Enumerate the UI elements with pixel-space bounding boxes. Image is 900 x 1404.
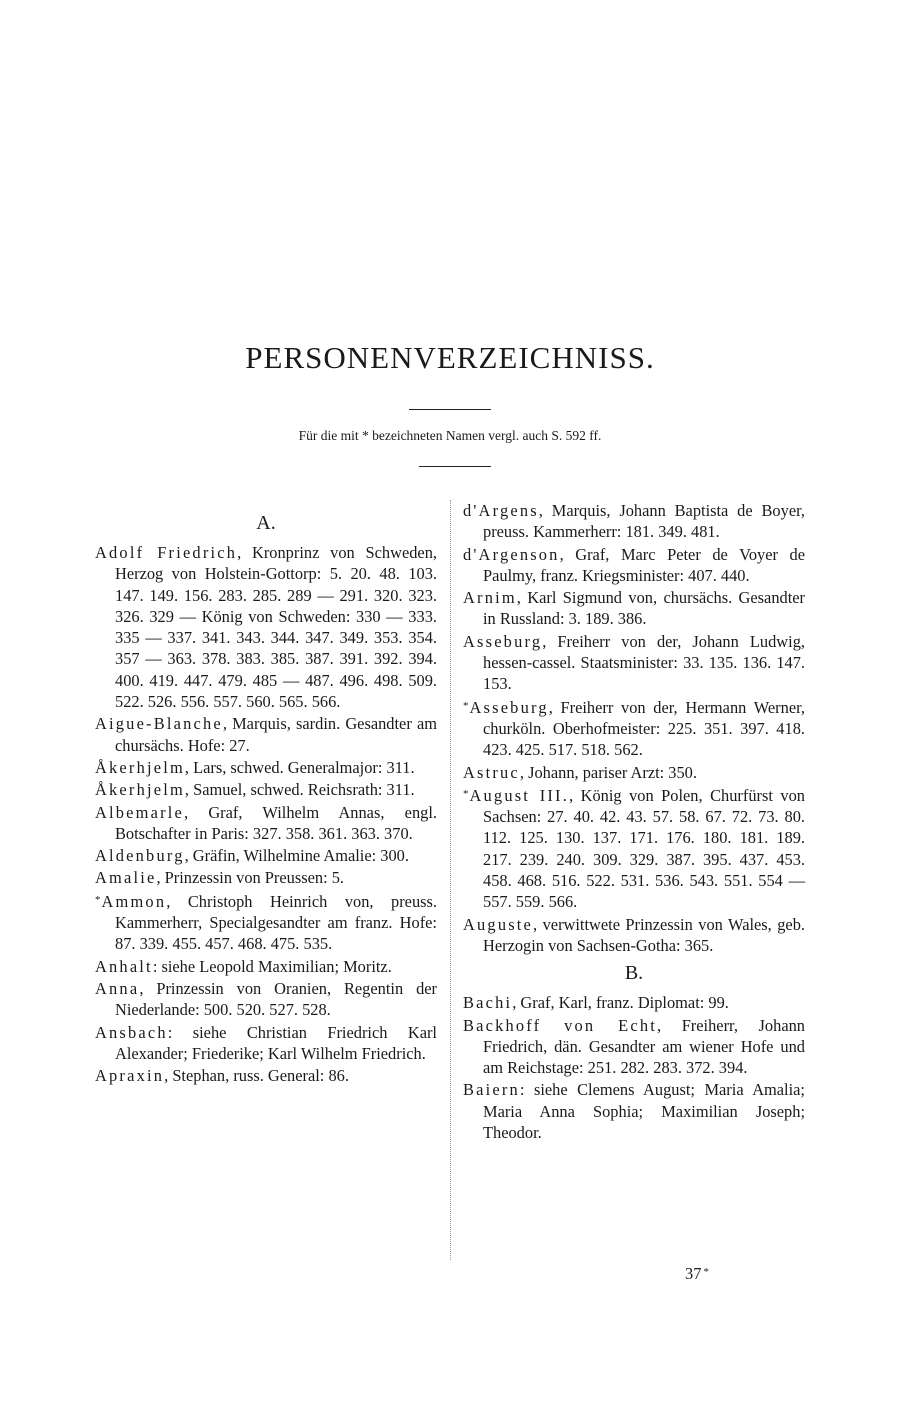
entry-text: , Samuel, schwed. Reichsrath: 311.	[184, 780, 415, 800]
entry-text: : siehe Christian Friedrich Karl Alexander; Friederike; Karl Wilhelm Friedrich.	[115, 1022, 437, 1063]
entry-name: Asseburg	[463, 631, 543, 651]
entry-text: : siehe Clemens August; Maria Amalia; Maria Anna Sophia; Maximilian Joseph; Theodor.	[483, 1080, 805, 1143]
entry-name: Albemarle	[95, 802, 184, 822]
section-letter: B.	[624, 962, 644, 985]
entry-name: d'Argenson	[463, 544, 560, 564]
index-entry	[463, 1079, 805, 1143]
index-entry	[463, 1015, 805, 1079]
index-entry	[95, 1065, 437, 1086]
index-entry	[463, 762, 805, 783]
entry-text: , Lars, schwed. Generalmajor: 311.	[184, 757, 415, 777]
entry-name: Anhalt	[95, 956, 153, 976]
page-title: PERSONENVERZEICHNISS.	[245, 340, 655, 375]
index-entry	[95, 956, 437, 977]
index-entry	[95, 845, 437, 866]
entry-name: Astruc	[463, 762, 520, 782]
index-entry	[95, 713, 437, 756]
index-entry	[463, 500, 805, 543]
entry-name: Backhoff von Echt	[463, 1015, 657, 1035]
index-entry	[463, 587, 805, 630]
entry-text: , Christoph Heinrich von, preuss. Kammerherr, Specialgesandter am franz. Hofe: 87. 339. 455. 457. 468. 475. 535.	[115, 891, 437, 954]
footnote-note: Für die mit * bezeichneten Namen vergl. auch S. 592 ff.	[298, 428, 602, 443]
entry-text: , Prinzessin von Preussen: 5.	[156, 868, 345, 888]
entry-text: , verwittwete Prinzessin von Wales, geb. Herzogin von Sachsen-Gotha: 365.	[483, 914, 805, 955]
entry-text: , Gräfin, Wilhelmine Amalie: 300.	[184, 846, 409, 866]
title-rule	[409, 409, 491, 410]
note-rule	[419, 466, 491, 467]
asterisk-mark: *	[463, 787, 469, 800]
index-entry	[463, 544, 805, 587]
entry-name: Åkerhjelm	[95, 757, 185, 777]
asterisk-mark: *	[463, 699, 469, 712]
entry-name: Aigue-Blanche	[95, 714, 223, 734]
entry-name: Auguste	[463, 914, 534, 934]
page-number-value: 37	[685, 1264, 702, 1283]
index-entry	[95, 1022, 437, 1065]
entry-name: d'Argens	[463, 501, 539, 520]
index-entry	[463, 914, 805, 957]
entry-name: August III.	[469, 785, 570, 805]
right-column	[463, 500, 805, 1144]
entry-name: Ammon	[101, 891, 167, 911]
entry-text: , Freiherr, Johann Friedrich, dän. Gesandter am wiener Hofe und am Reichstage: 251. 282. 283. 372. 394.	[483, 1015, 805, 1078]
entry-name: Amalie	[95, 868, 157, 888]
entry-name: Anna	[95, 978, 140, 998]
entry-text: , Marquis, sardin. Gesandter am chursächs. Hofe: 27.	[115, 714, 437, 755]
index-entry	[95, 779, 437, 800]
index-entry	[95, 542, 437, 712]
entry-text: , Johann, pariser Arzt: 350.	[519, 762, 697, 782]
page-number-mark: *	[703, 1266, 709, 1278]
index-entry	[463, 784, 805, 913]
entry-name: Arnim	[463, 588, 517, 608]
index-entry	[463, 992, 805, 1013]
index-entry	[95, 867, 437, 888]
entry-text: , Karl Sigmund von, chursächs. Gesandter in Russland: 3. 189. 386.	[483, 588, 805, 629]
entry-name: Baiern	[463, 1080, 520, 1100]
entry-name: Asseburg	[469, 697, 549, 717]
entry-text: , Marquis, Johann Baptista de Boyer, preuss. Kammerherr: 181. 349. 481.	[483, 501, 805, 542]
index-entry	[95, 757, 437, 778]
section-letter: A.	[256, 512, 276, 534]
left-column	[95, 500, 437, 1087]
asterisk-mark: *	[95, 893, 101, 906]
column-divider	[450, 500, 451, 1260]
entry-name: Aldenburg	[95, 846, 185, 866]
index-entry	[95, 802, 437, 845]
entry-text: , Kronprinz von Schweden, Herzog von Holstein-Gottorp: 5. 20. 48. 103. 147. 149. 156. 283. 285. 289 — 291. 320. 323. 326. 329 — König von Schweden: 330 — 333. 335 — 337. 341. 343. 344. 347. 349. 353. 354. 357 — 363. 378. 383. 385. 387. 391. 392. 394. 400. 419. 447. 479. 485 — 487. 496. 498. 509. 522. 526. 556. 557. 560. 565. 566.	[115, 543, 437, 712]
entry-name: Åkerhjelm	[95, 780, 185, 800]
entry-name: Apraxin	[95, 1066, 165, 1086]
entry-text: , König von Polen, Churfürst von Sachsen: 27. 40. 42. 43. 57. 58. 67. 72. 73. 80. 112. 125. 130. 137. 171. 176. 180. 181. 189. 217. 239. 240. 309. 329. 387. 395. 437. 453. 458. 468. 516. 522. 531. 536. 543. 551. 554 — 557. 559. 566.	[483, 785, 805, 912]
entry-text: , Freiherr von der, Johann Ludwig, hessen-cassel. Staatsminister: 33. 135. 136. 147. 153.	[483, 631, 805, 694]
index-entry	[463, 631, 805, 695]
entry-name: Bachi	[463, 993, 513, 1013]
entry-name: Ansbach	[95, 1022, 168, 1042]
index-entry	[95, 978, 437, 1021]
index-entry	[95, 890, 437, 955]
entry-text: , Freiherr von der, Hermann Werner, churköln. Oberhofmeister: 225. 351. 397. 418. 423. 425. 517. 518. 562.	[483, 697, 805, 760]
entry-name: Adolf Friedrich	[95, 543, 238, 562]
index-entry	[463, 696, 805, 761]
entry-text: , Graf, Wilhelm Annas, engl. Botschafter in Paris: 327. 358. 361. 363. 370.	[115, 802, 437, 843]
page-number	[685, 1264, 710, 1284]
entry-text: : siehe Leopold Maximilian; Moritz.	[152, 956, 392, 976]
entry-text: , Graf, Marc Peter de Voyer de Paulmy, franz. Kriegsminister: 407. 440.	[483, 544, 805, 585]
entry-text: , Graf, Karl, franz. Diplomat: 99.	[512, 993, 729, 1013]
entry-text: , Stephan, russ. General: 86.	[164, 1066, 349, 1086]
entry-text: , Prinzessin von Oranien, Regentin der Niederlande: 500. 520. 527. 528.	[115, 978, 437, 1020]
